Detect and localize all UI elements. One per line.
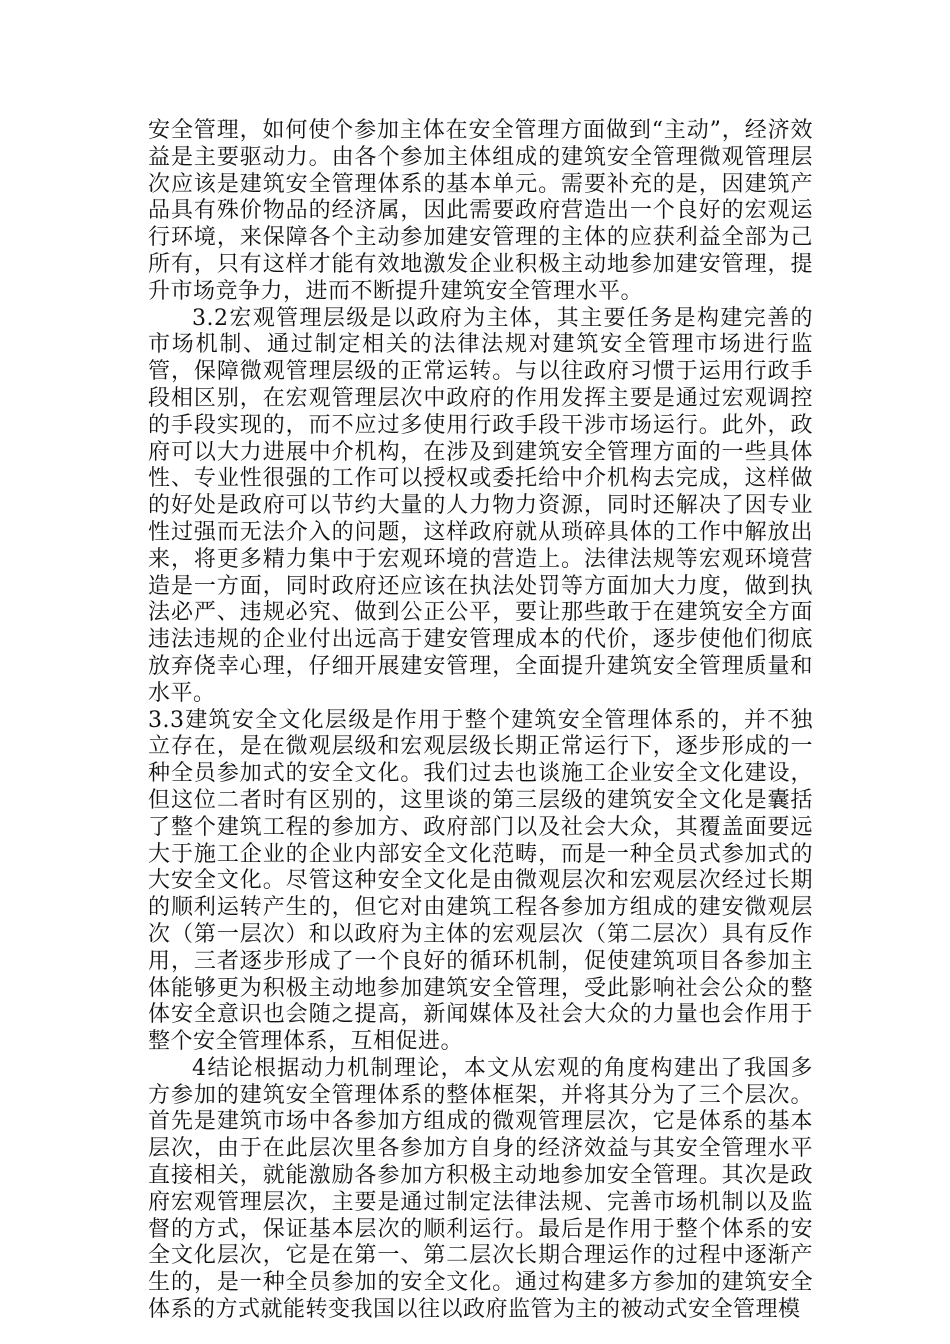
document-page xyxy=(148,118,813,1324)
paragraph-3-2-macro-management: 3.2宏观管理层级是以政府为主体，其主要任务是构建完善的市场机制、通过制定相关的法律法规对建筑安全管理市场进行监管，保障微观管理层级的正常运转。与以往政府习惯于运用行政手段相区别，在宏观管理层次中政府的作用发挥主要是通过宏观调控的手段实现的，而不应过多使用行政手段干涉市场运行。此外，政府可以大力进展中介机构，在涉及到建筑安全管理方面的一些具体性、专业性很强的工作可以授权或委托给中介机构去完成，这样做的好处是政府可以节约大量的人力物力资源，同时还解决了因专业性过强而无法介入的问题，这样政府就从琐碎具体的工作中解放出来，将更多精力集中于宏观环境的营造上。法律法规等宏观环境营造是一方面，同时政府还应该在执法处罚等方面加大力度，做到执法必严、违规必究、做到公正公平，要让那些敢于在建筑安全方面违法违规的企业付出远高于建安管理成本的代价，逐步使他们彻底放弃侥幸心理，仔细开展建安管理，全面提升建筑安全管理质量和水平。 xyxy=(148,305,813,706)
paragraph-1: 安全管理，如何使个参加主体在安全管理方面做到“主动”，经济效益是主要驱动力。由各个参加主体组成的建筑安全管理微观管理层次应该是建筑安全管理体系的基本单元。需要补充的是，因建筑产品具有殊价物品的经济属，因此需要政府营造出一个良好的宏观运行环境，来保障各个主动参加建安管理的主体的应获利益全部为己所有，只有这样才能有效地激发企业积极主动地参加建安管理，提升市场竞争力，进而不断提升建筑安全管理水平。 xyxy=(148,118,813,304)
paragraph-3-3-safety-culture: 3.3建筑安全文化层级是作用于整个建筑安全管理体系的，并不独立存在，是在微观层级和宏观层级长期正常运行下，逐步形成的一种全员参加式的安全文化。我们过去也谈施工企业安全文化建设，但这位二者时有区别的，这里谈的第三层级的建筑安全文化是囊括了整个建筑工程的参加方、政府部门以及社会大众，其覆盖面要远大于施工企业的企业内部安全文化范畴，而是一种全员式参加式的大安全文化。尽管这种安全文化是由微观层次和宏观层次经过长期的顺利运转产生的，但它对由建筑工程各参加方组成的建安微观层次（第一层次）和以政府为主体的宏观层次（第二层次）具有反作用，三者逐步形成了一个良好的循环机制，促使建筑项目各参加主体能够更为积极主动地参加建筑安全管理，受此影响社会公众的整体安全意识也会随之提高，新闻媒体及社会大众的力量也会作用于整个安全管理体系，互相促进。 xyxy=(148,707,813,1055)
paragraph-4-conclusion: 4结论根据动力机制理论，本文从宏观的角度构建出了我国多方参加的建筑安全管理体系的整体框架，并将其分为了三个层次。首先是建筑市场中各参加方组成的微观管理层次，它是体系的基本层次，由于在此层次里各参加方自身的经济效益与其安全管理水平直接相关，就能激励各参加方积极主动地参加安全管理。其次是政府宏观管理层次，主要是通过制定法律法规、完善市场机制以及监督的方式，保证基本层次的顺利运行。最后是作用于整个体系的安全文化层次，它是在第一、第二层次长期合理运作的过程中逐渐产生的，是一种全员参加的安全文化。通过构建多方参加的建筑安全体系的方式就能转变我国以往以政府监管为主的被动式安全管理模 xyxy=(148,1055,813,1323)
